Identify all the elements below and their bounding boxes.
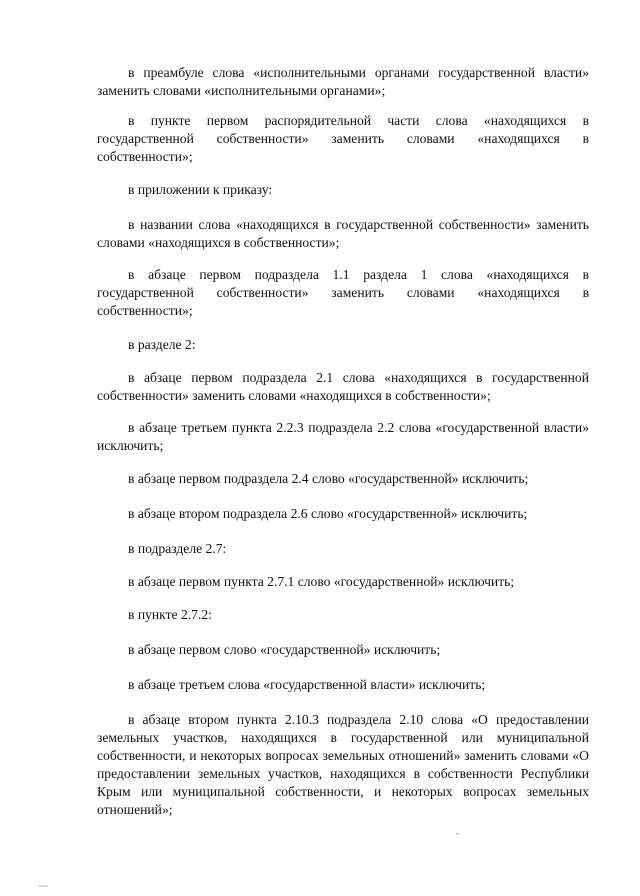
paragraph-first-word-change: в абзаце первом слово «государственной» исключить;: [128, 642, 441, 657]
paragraph-subsection-2-1: в абзаце первом подраздела 2.1 слова «находящихся в государственной собственности» заменить словами «находящихся в собственности»;: [97, 370, 589, 403]
scan-dot: [456, 833, 459, 835]
paragraph-item-2-7-1: в абзаце первом пункта 2.7.1 слово «государственной» исключить;: [128, 574, 515, 589]
paragraph-subsection-2-7: в подразделе 2.7:: [128, 541, 227, 556]
paragraph-item-2-2-3: в абзаце третьем пункта 2.2.3 подраздела 2.2 слова «государственной власти» исключить;: [97, 420, 589, 453]
paragraph-appendix: в приложении к приказу:: [128, 182, 273, 197]
paragraph-section-2: в разделе 2:: [128, 337, 196, 352]
paragraph-item-2-7-2: в пункте 2.7.2:: [128, 607, 212, 622]
paragraph-subsection-1-1: в абзаце первом подраздела 1.1 раздела 1 слова «находящихся в государственной собственности» заменить словами «находящихся в собственности»;: [97, 267, 589, 318]
paragraph-operative-part: в пункте первом распорядительной части слова «находящихся в государственной собственности» заменить словами «находящихся в собственности»;: [97, 113, 589, 164]
paragraph-third-words-change: в абзаце третьем слова «государственной власти» исключить;: [128, 677, 486, 692]
scan-corner-mark: [38, 885, 48, 887]
paragraph-item-2-10-3: в абзаце втором пункта 2.10.3 подраздела 2.10 слова «О предоставлении земельных участков, находящихся в государственной или муниципальной собственности, и некоторых вопросах земельных отношений» заменить словами «О предоставлении земельных участков, находящихся в собственности Республики Крым или муниципальной собственности, и некоторых вопросах земельных отношений»;: [97, 712, 589, 817]
paragraph-subsection-2-4: в абзаце первом подраздела 2.4 слово «государственной» исключить;: [128, 471, 529, 486]
paragraph-preamble: в преамбуле слова «исполнительными органами государственной власти» заменить словами «исполнительными органами»;: [97, 65, 589, 98]
paragraph-title-change: в названии слова «находящихся в государственной собственности» заменить словами «находящихся в собственности»;: [97, 217, 589, 250]
paragraph-subsection-2-6: в абзаце втором подраздела 2.6 слово «государственной» исключить;: [128, 506, 528, 521]
